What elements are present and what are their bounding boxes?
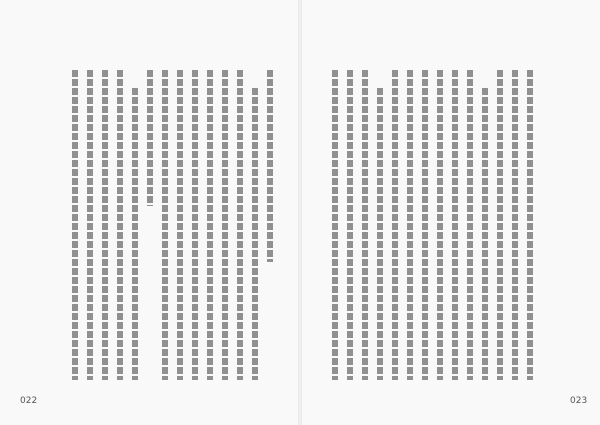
right-page — [302, 0, 600, 425]
text-column — [523, 70, 537, 380]
text-column — [248, 70, 262, 380]
text-column — [463, 70, 477, 380]
text-column — [358, 70, 372, 380]
right-page-text-block — [328, 70, 538, 380]
page-number: 023 — [570, 396, 588, 406]
text-column — [493, 70, 507, 380]
text-column — [373, 70, 387, 380]
page-number: 022 — [20, 396, 38, 406]
text-column — [388, 70, 402, 380]
right-page-columns — [328, 70, 538, 380]
text-column — [143, 70, 157, 206]
text-column — [448, 70, 462, 380]
text-column — [113, 70, 127, 380]
left-page-text-block — [68, 70, 274, 380]
text-column — [343, 70, 357, 380]
text-column — [433, 70, 447, 380]
text-column — [203, 70, 217, 380]
text-column — [158, 70, 172, 380]
text-column — [68, 70, 82, 380]
text-column — [403, 70, 417, 380]
text-column — [98, 70, 112, 380]
text-column — [233, 70, 247, 380]
text-column — [263, 70, 277, 262]
left-page-columns — [68, 70, 274, 380]
text-column — [478, 70, 492, 380]
text-column — [188, 70, 202, 380]
text-column — [83, 70, 97, 380]
text-column — [418, 70, 432, 380]
left-page — [0, 0, 298, 425]
text-column — [218, 70, 232, 380]
text-column — [508, 70, 522, 380]
text-column — [328, 70, 342, 380]
text-column — [173, 70, 187, 380]
text-column — [128, 70, 142, 380]
